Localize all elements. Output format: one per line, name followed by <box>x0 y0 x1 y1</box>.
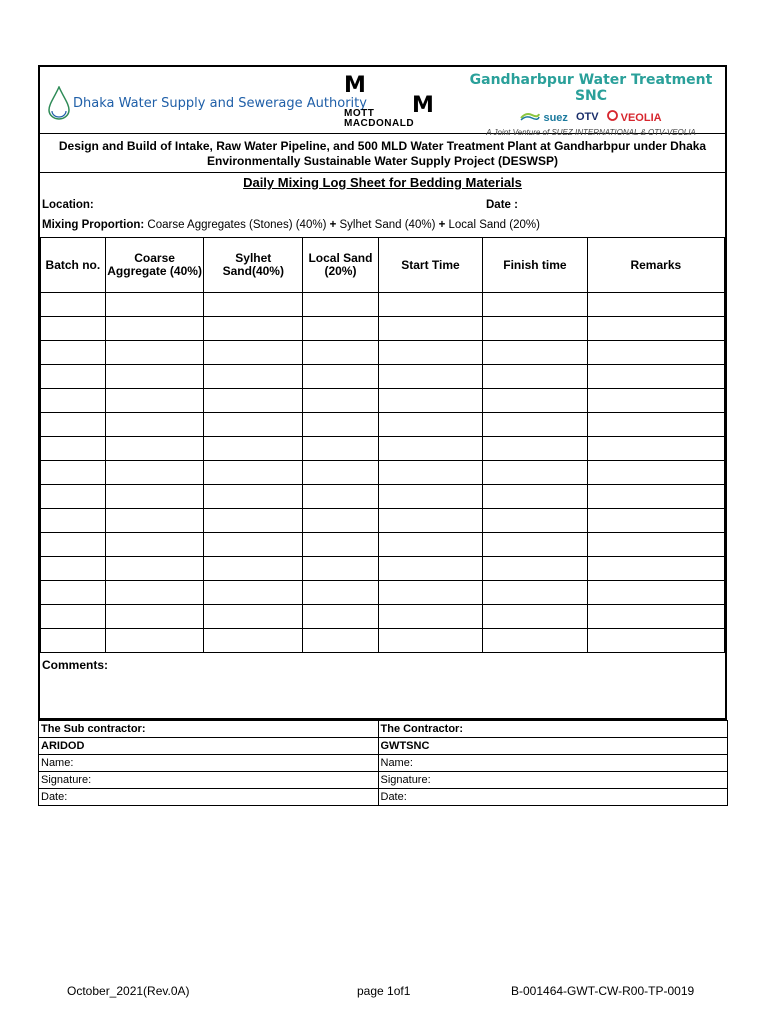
table-cell[interactable] <box>204 485 303 509</box>
table-row <box>41 581 725 605</box>
table-cell[interactable] <box>378 509 482 533</box>
date-label: Date : <box>486 199 518 211</box>
subcontractor-signature-field[interactable]: Signature: <box>39 772 379 789</box>
table-cell[interactable] <box>483 293 587 317</box>
table-row <box>41 461 725 485</box>
table-cell[interactable] <box>483 437 587 461</box>
mott-wordmark <box>344 109 414 129</box>
footer-doc-code: B-001464-GWT-CW-R00-TP-0019 <box>511 984 695 998</box>
table-cell[interactable] <box>204 317 303 341</box>
table-header-row <box>41 238 725 293</box>
table-cell[interactable] <box>483 365 587 389</box>
mixing-proportion <box>42 219 540 231</box>
table-cell[interactable] <box>204 413 303 437</box>
table-cell[interactable] <box>378 485 482 509</box>
table-cell[interactable] <box>105 341 204 365</box>
col-header-sylhet: Sylhet Sand(40%) <box>204 238 303 293</box>
table-cell[interactable] <box>41 605 106 629</box>
water-drop-logo-icon <box>48 86 70 120</box>
table-cell[interactable] <box>204 605 303 629</box>
plus-sign: + <box>438 219 446 231</box>
col-header-remarks: Remarks <box>587 238 724 293</box>
table-cell[interactable] <box>105 533 204 557</box>
table-cell[interactable] <box>204 341 303 365</box>
table-row <box>41 413 725 437</box>
table-cell[interactable] <box>483 629 587 653</box>
table-cell[interactable] <box>303 365 379 389</box>
suez-logo <box>520 111 568 124</box>
table-cell[interactable] <box>483 581 587 605</box>
log-body <box>41 293 725 653</box>
dwasa-logo <box>48 83 367 123</box>
table-cell[interactable] <box>483 485 587 509</box>
table-cell[interactable] <box>41 461 106 485</box>
table-row <box>41 293 725 317</box>
table-cell[interactable] <box>303 605 379 629</box>
table-cell[interactable] <box>303 461 379 485</box>
table-cell[interactable] <box>378 413 482 437</box>
col-header-finish: Finish time <box>483 238 587 293</box>
contractor-name-field[interactable]: Name: <box>378 755 728 772</box>
table-cell[interactable] <box>303 485 379 509</box>
subcontractor-date-field[interactable]: Date: <box>39 789 379 806</box>
col-header-batch: Batch no. <box>41 238 106 293</box>
table-cell[interactable] <box>587 461 724 485</box>
table-cell[interactable] <box>587 485 724 509</box>
suez-text: suez <box>543 111 568 124</box>
table-cell[interactable] <box>105 461 204 485</box>
table-cell[interactable] <box>204 509 303 533</box>
table-cell[interactable] <box>41 293 106 317</box>
table-cell[interactable] <box>378 389 482 413</box>
project-title <box>40 133 725 173</box>
veolia-logo <box>607 110 662 124</box>
table-cell[interactable] <box>378 341 482 365</box>
table-cell[interactable] <box>303 413 379 437</box>
table-cell[interactable] <box>378 317 482 341</box>
table-cell[interactable] <box>204 365 303 389</box>
mott-macdonald-logo <box>342 73 434 129</box>
table-cell[interactable] <box>41 581 106 605</box>
table-row <box>41 485 725 509</box>
footer-revision: October_2021(Rev.0A) <box>67 984 190 998</box>
table-cell[interactable] <box>105 557 204 581</box>
table-cell[interactable] <box>303 557 379 581</box>
table-cell[interactable] <box>105 437 204 461</box>
table-cell[interactable] <box>378 581 482 605</box>
table-cell[interactable] <box>105 413 204 437</box>
table-cell[interactable] <box>204 461 303 485</box>
table-cell[interactable] <box>587 389 724 413</box>
table-cell[interactable] <box>587 317 724 341</box>
table-cell[interactable] <box>483 413 587 437</box>
table-cell[interactable] <box>204 389 303 413</box>
table-cell[interactable] <box>105 317 204 341</box>
signoff-title-row <box>39 721 728 738</box>
table-cell[interactable] <box>41 557 106 581</box>
table-cell[interactable] <box>204 533 303 557</box>
table-cell[interactable] <box>105 485 204 509</box>
table-cell[interactable] <box>587 341 724 365</box>
table-row <box>41 365 725 389</box>
table-cell[interactable] <box>303 581 379 605</box>
table-cell[interactable] <box>483 317 587 341</box>
table-row <box>41 509 725 533</box>
letterhead <box>40 67 725 137</box>
partner-logos <box>460 110 722 124</box>
table-cell[interactable] <box>303 389 379 413</box>
table-cell[interactable] <box>587 581 724 605</box>
table-cell[interactable] <box>378 293 482 317</box>
table-cell[interactable] <box>204 581 303 605</box>
table-cell[interactable] <box>105 365 204 389</box>
table-cell[interactable] <box>378 533 482 557</box>
table-cell[interactable] <box>483 605 587 629</box>
mott-m-right: M <box>412 93 434 118</box>
table-cell[interactable] <box>41 317 106 341</box>
table-cell[interactable] <box>587 437 724 461</box>
form-sheet <box>38 65 727 720</box>
table-cell[interactable] <box>483 341 587 365</box>
table-cell[interactable] <box>105 389 204 413</box>
table-row <box>41 605 725 629</box>
mixing-log-table <box>40 237 725 653</box>
table-cell[interactable] <box>303 341 379 365</box>
subcontractor-title: The Sub contractor: <box>39 721 379 738</box>
signoff-name-row <box>39 755 728 772</box>
mix-local: Local Sand (20%) <box>445 219 540 231</box>
table-cell[interactable] <box>303 629 379 653</box>
table-cell[interactable] <box>483 389 587 413</box>
contractor-title: The Contractor: <box>378 721 728 738</box>
contractor-signature-field[interactable]: Signature: <box>378 772 728 789</box>
gws-logo <box>460 72 722 137</box>
table-cell[interactable] <box>587 413 724 437</box>
table-row <box>41 389 725 413</box>
table-cell[interactable] <box>483 533 587 557</box>
table-cell[interactable] <box>41 389 106 413</box>
plus-sign: + <box>329 219 337 231</box>
table-cell[interactable] <box>41 533 106 557</box>
mixing-label: Mixing Proportion: <box>42 219 145 231</box>
subcontractor-company: ARIDOD <box>39 738 379 755</box>
table-cell[interactable] <box>105 605 204 629</box>
table-cell[interactable] <box>105 629 204 653</box>
table-row <box>41 629 725 653</box>
comments-label: Comments: <box>42 658 109 672</box>
table-cell[interactable] <box>41 413 106 437</box>
signoff-signature-row <box>39 772 728 789</box>
table-cell[interactable] <box>378 461 482 485</box>
col-header-coarse: Coarse Aggregate (40%) <box>105 238 204 293</box>
table-cell[interactable] <box>105 509 204 533</box>
mott-line1: MOTT <box>344 108 375 119</box>
mix-sylhet: Sylhet Sand (40%) <box>336 219 439 231</box>
table-cell[interactable] <box>105 581 204 605</box>
location-label: Location: <box>42 199 94 211</box>
table-cell[interactable] <box>303 437 379 461</box>
project-title-line1: Design and Build of Intake, Raw Water Pipeline, and 500 MLD Water Treatment Plant at Gandharbpur under Dhaka <box>58 139 707 153</box>
table-cell[interactable] <box>587 605 724 629</box>
table-cell[interactable] <box>378 557 482 581</box>
table-cell[interactable] <box>41 629 106 653</box>
table-cell[interactable] <box>204 437 303 461</box>
table-cell[interactable] <box>303 509 379 533</box>
table-cell[interactable] <box>587 365 724 389</box>
table-row <box>41 437 725 461</box>
table-row <box>41 533 725 557</box>
table-cell[interactable] <box>587 629 724 653</box>
signoff-date-row <box>39 789 728 806</box>
table-cell[interactable] <box>204 629 303 653</box>
contractor-date-field[interactable]: Date: <box>378 789 728 806</box>
table-cell[interactable] <box>483 557 587 581</box>
table-cell[interactable] <box>41 485 106 509</box>
table-cell[interactable] <box>303 533 379 557</box>
suez-logo-icon <box>520 111 540 121</box>
table-cell[interactable] <box>378 629 482 653</box>
table-row <box>41 341 725 365</box>
signoff-table <box>38 720 728 806</box>
footer-page: page 1of1 <box>357 984 411 998</box>
project-title-line2: Environmentally Sustainable Water Supply Project (DESWSP) <box>207 154 558 168</box>
otv-text: OTV <box>575 111 599 123</box>
table-cell[interactable] <box>41 341 106 365</box>
table-cell[interactable] <box>587 557 724 581</box>
joint-venture-note: A Joint Venture of SUEZ INTERNATIONAL & OTV-VEOLIA <box>486 128 696 137</box>
table-cell[interactable] <box>41 509 106 533</box>
form-title: Daily Mixing Log Sheet for Bedding Materials <box>243 175 522 190</box>
veolia-logo-icon <box>607 110 618 121</box>
table-row <box>41 317 725 341</box>
table-cell[interactable] <box>204 293 303 317</box>
col-header-start: Start Time <box>378 238 482 293</box>
veolia-text: VEOLIA <box>620 112 662 124</box>
col-header-local: Local Sand (20%) <box>303 238 379 293</box>
mix-coarse: Coarse Aggregates (Stones) (40%) <box>144 219 330 231</box>
table-cell[interactable] <box>587 533 724 557</box>
contractor-company: GWTSNC <box>378 738 728 755</box>
table-cell[interactable] <box>378 437 482 461</box>
signoff-company-row <box>39 738 728 755</box>
table-cell[interactable] <box>587 293 724 317</box>
table-cell[interactable] <box>587 509 724 533</box>
subcontractor-name-field[interactable]: Name: <box>39 755 379 772</box>
table-cell[interactable] <box>105 293 204 317</box>
table-cell[interactable] <box>483 509 587 533</box>
mott-line2: MACDONALD <box>344 118 415 129</box>
table-cell[interactable] <box>483 461 587 485</box>
gws-title: Gandharbpur Water Treatment SNC <box>469 72 713 104</box>
table-cell[interactable] <box>303 317 379 341</box>
mott-m-left: M <box>344 73 366 98</box>
table-cell[interactable] <box>41 365 106 389</box>
table-row <box>41 557 725 581</box>
table-cell[interactable] <box>204 557 303 581</box>
table-cell[interactable] <box>41 437 106 461</box>
dwasa-name: Dhaka Water Supply and Sewerage Authority <box>73 95 367 111</box>
table-cell[interactable] <box>378 365 482 389</box>
table-cell[interactable] <box>303 293 379 317</box>
table-cell[interactable] <box>378 605 482 629</box>
